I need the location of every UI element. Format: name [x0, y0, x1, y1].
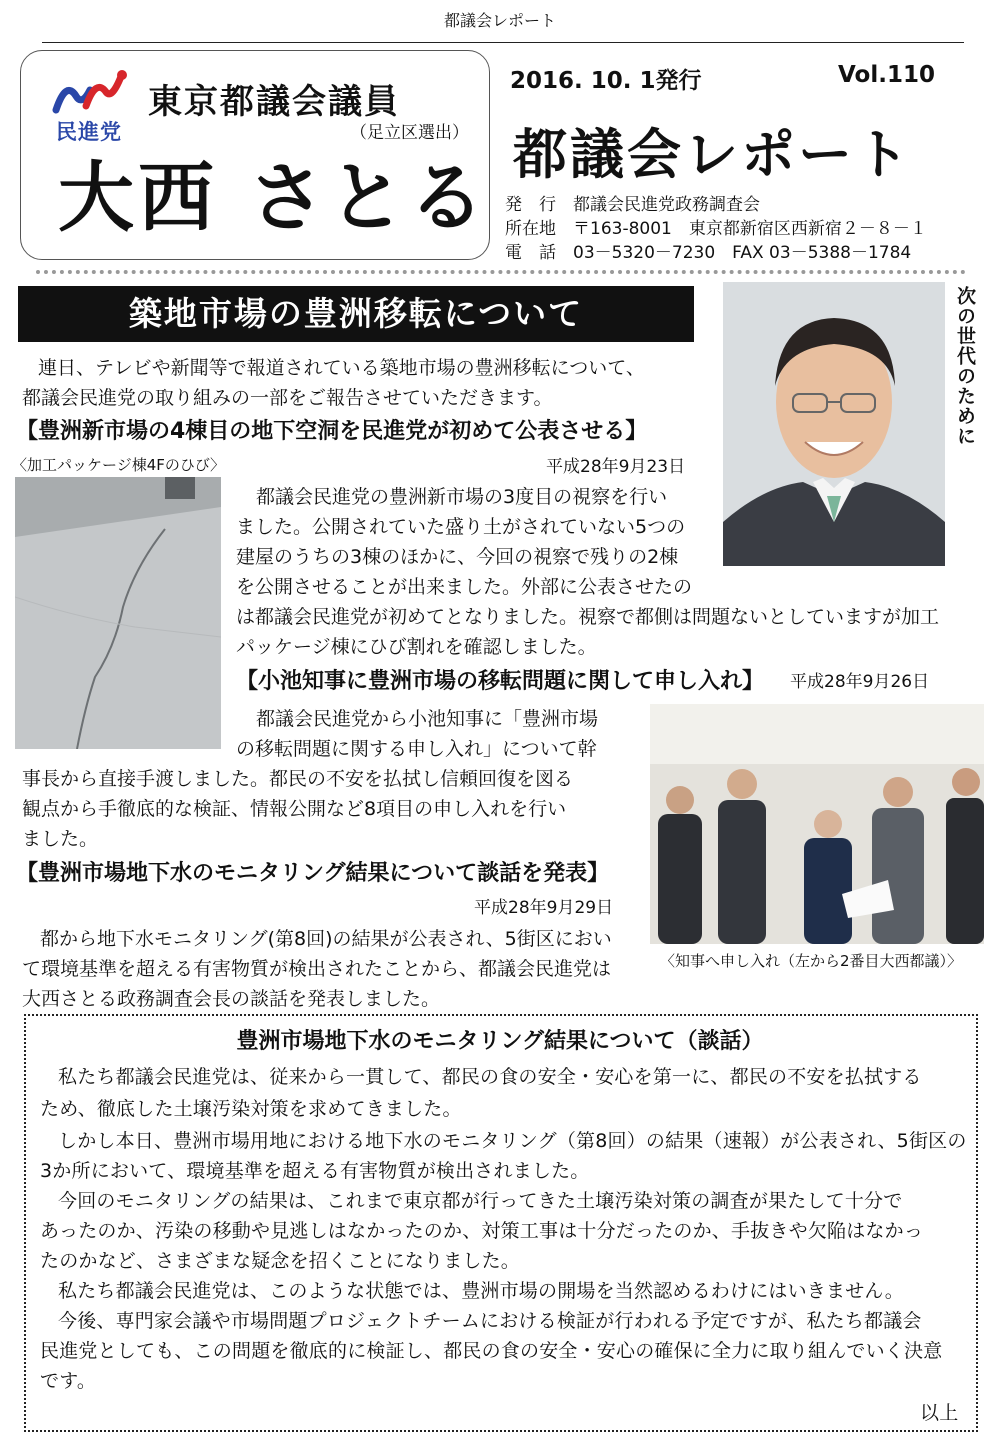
section3-line-3: 大西さとる政務調査会長の談話を発表しました。 [22, 988, 441, 1010]
statement-closing: 以上 [920, 1402, 959, 1424]
section1-heading: 【豊洲新市場の4棟目の地下空洞を民進党が初めて公表させる】 [16, 419, 648, 444]
vertical-slogan: 次の世代のために [954, 286, 976, 446]
publisher-line: 発 行 都議会民進党政務調査会 [505, 195, 760, 215]
section2-line-5: ました。 [22, 828, 99, 850]
politician-district: （足立区選出） [350, 123, 469, 143]
section2-photo-caption: 〈知事へ申し入れ（左から2番目大西都議）〉 [660, 952, 963, 970]
statement-line-1: 私たち都議会民進党は、従来から一貫して、都民の食の安全・安心を第一に、都民の不安を払拭する [58, 1066, 922, 1088]
section1-line-1: 都議会民進党の豊洲新市場の3度目の視察を行い [256, 486, 668, 508]
statement-line-10: 民進党としても、この問題を徹底的に検証し、都民の食の安全・安心の確保に全力に取り組んでいく決意 [40, 1340, 943, 1362]
main-banner-title: 築地市場の豊洲移転について [18, 286, 694, 342]
section1-line-5: は都議会民進党が初めてとなりました。視察で都側は問題ないとしていますが加工 [236, 606, 940, 628]
statement-line-8: 私たち都議会民進党は、このような状態では、豊洲市場の開場を当然認めるわけにはいきません。 [58, 1280, 904, 1302]
statement-line-9: 今後、専門家会議や市場問題プロジェクトチームにおける検証が行われる予定ですが、私たち都議会 [58, 1310, 922, 1332]
section3-date: 平成28年9月29日 [474, 898, 614, 918]
section2-line-4: 観点から手徹底的な検証、情報公開など8項目の申し入れを行い [22, 798, 567, 820]
party-logo-text: 民進党 [56, 120, 122, 144]
report-title: 都議会レポート [513, 123, 912, 186]
dotted-separator [36, 270, 966, 274]
politician-name: 大西 さとる [58, 153, 489, 242]
address-line: 所在地 〒163-8001 東京都新宿区西新宿２－８－１ [505, 219, 927, 239]
section3-heading: 【豊洲市場地下水のモニタリング結果について談話を発表】 [16, 861, 610, 886]
page-header-label: 都議会レポート [443, 11, 556, 30]
issue-date: 2016. 10. 1発行 [510, 68, 702, 94]
statement-line-4: 3か所において、環境基準を超える有害物質が検出されました。 [40, 1160, 590, 1182]
politician-role: 東京都議会議員 [148, 82, 400, 122]
section1-line-3: 建屋のうちの3棟のほかに、今回の視察で残りの2棟 [236, 546, 679, 568]
statement-line-2: ため、徹底した土壌汚染対策を求めてきました。 [40, 1098, 462, 1120]
intro-line-2: 都議会民進党の取り組みの一部をご報告させていただきます。 [22, 387, 553, 409]
section3-line-2: て環境基準を超える有害物質が検出されたことから、都議会民進党は [22, 958, 612, 980]
statement-line-7: たのかなど、さまざまな疑念を招くことになりました。 [40, 1250, 521, 1272]
portrait-photo [723, 282, 945, 566]
meeting-photo [650, 704, 984, 944]
volume-number: Vol.110 [838, 62, 935, 88]
statement-title: 豊洲市場地下水のモニタリング結果について（談話） [236, 1029, 764, 1054]
intro-line-1: 連日、テレビや新聞等で報道されている築地市場の豊洲移転について、 [38, 357, 645, 379]
statement-line-6: あったのか、汚染の移動や見逃しはなかったのか、対策工事は十分だったのか、手抜きや欠陥はなかっ [40, 1220, 924, 1242]
crack-photo [15, 477, 221, 749]
section3-line-1: 都から地下水モニタリング(第8回)の結果が公表され、5街区におい [40, 928, 612, 950]
section2-heading: 【小池知事に豊洲市場の移転問題に関して申し入れ】 [236, 669, 765, 694]
section2-line-1: 都議会民進党から小池知事に「豊洲市場 [256, 708, 599, 730]
section2-line-3: 事長から直接手渡しました。都民の不安を払拭し信頼回復を図る [22, 768, 574, 790]
statement-line-11: です。 [40, 1370, 97, 1392]
header-rule [42, 42, 964, 43]
phone-line: 電 話 03－5320－7230 FAX 03－5388－1784 [505, 243, 912, 263]
section1-photo-caption: 〈加工パッケージ棟4Fのひび〉 [12, 456, 226, 474]
statement-line-3: しかし本日、豊洲市場用地における地下水のモニタリング（第8回）の結果（速報）が公表され、5街区の [58, 1130, 967, 1152]
section1-line-6: パッケージ棟にひび割れを確認しました。 [236, 636, 597, 658]
section1-line-2: ました。公開されていた盛り土がされていない5つの [236, 516, 686, 538]
section2-date: 平成28年9月26日 [790, 672, 930, 692]
section1-date: 平成28年9月23日 [546, 457, 686, 477]
statement-line-5: 今回のモニタリングの結果は、これまで東京都が行ってきた土壌汚染対策の調査が果たして十分で [58, 1190, 903, 1212]
section2-line-2: の移転問題に関する申し入れ」について幹 [236, 738, 597, 760]
section1-line-4: を公開させることが出来ました。外部に公表させたの [236, 576, 693, 598]
